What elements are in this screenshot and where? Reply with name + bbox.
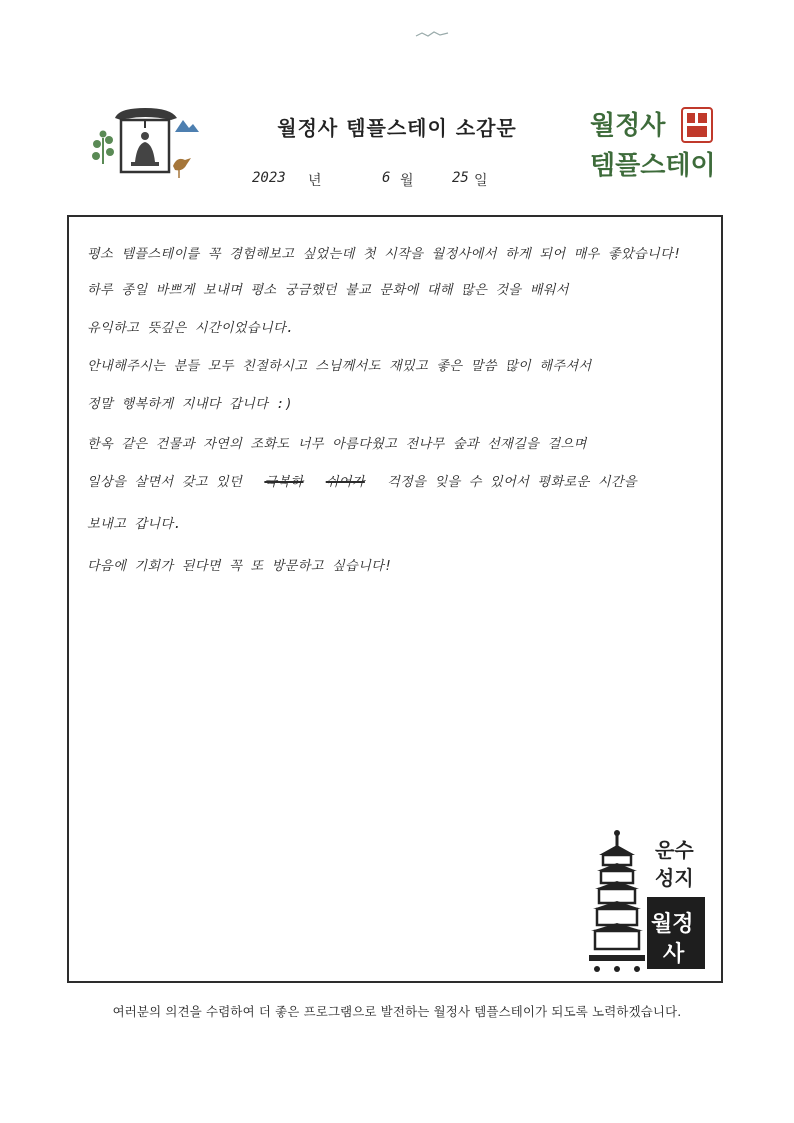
date-day-unit: 일 — [474, 173, 488, 189]
page-title: 월정사 템플스테이 소감문 — [277, 116, 517, 140]
letter-line-7b: 걱정을 잊을 수 있어서 평화로운 시간을 — [387, 475, 637, 490]
svg-text:템플스테이: 템플스테이 — [590, 151, 716, 181]
struck-word-2: 쉬어가 — [325, 475, 365, 490]
footer-note: 여러분의 의견을 수렴하여 더 좋은 프로그램으로 발전하는 월정사 템플스테이가 되도록 노력하겠습니다. — [112, 1004, 682, 1019]
date-year: 2023 — [252, 170, 286, 186]
templestay-logo-icon — [85, 104, 203, 184]
svg-text:운수: 운수 — [655, 838, 694, 862]
temple-stamp — [589, 827, 711, 975]
letter-line-6: 한옥 같은 건물과 자연의 조화도 너무 아름다웠고 전나무 숲과 선재길을 걸으며 — [87, 437, 587, 452]
brand-logo — [588, 104, 720, 184]
date-row — [252, 170, 512, 192]
ink-speck — [414, 28, 450, 42]
letter-line-2: 하루 종일 바쁘게 보내며 평소 궁금했던 불교 문화에 대해 많은 것을 배워서 — [87, 283, 569, 298]
letter-line-7a: 일상을 살면서 갖고 있던 — [87, 475, 243, 490]
date-day: 25 — [452, 170, 469, 186]
svg-text:월정사: 월정사 — [590, 111, 666, 141]
date-month-unit: 월 — [400, 173, 414, 189]
svg-text:사: 사 — [663, 941, 685, 967]
letter-line-1: 평소 템플스테이를 꼭 경험해보고 싶었는데 첫 시작을 월정사에서 하게 되어 매우 좋았습니다! — [87, 247, 682, 262]
struck-word-1: 극복하 — [264, 475, 304, 490]
brand-logo-icon — [588, 104, 720, 184]
letter-line-4: 안내해주시는 분들 모두 친절하시고 스님께서도 재밌고 좋은 말씀 많이 해주셔서 — [87, 359, 592, 374]
svg-text:성지: 성지 — [655, 866, 694, 890]
letter-line-9: 다음에 기회가 된다면 꼭 또 방문하고 싶습니다! — [87, 559, 393, 574]
letter-line-5: 정말 행복하게 지내다 갑니다 :) — [87, 397, 293, 412]
letter-line-7 — [87, 471, 637, 490]
date-month: 6 — [382, 170, 391, 186]
letter-line-3: 유익하고 뜻깊은 시간이었습니다. — [87, 321, 295, 336]
svg-text:월정: 월정 — [651, 911, 694, 937]
pagoda-stamp-icon — [589, 827, 711, 975]
date-year-unit: 년 — [308, 173, 322, 189]
letter-box — [67, 215, 723, 983]
letter-line-8: 보내고 갑니다. — [87, 517, 182, 532]
